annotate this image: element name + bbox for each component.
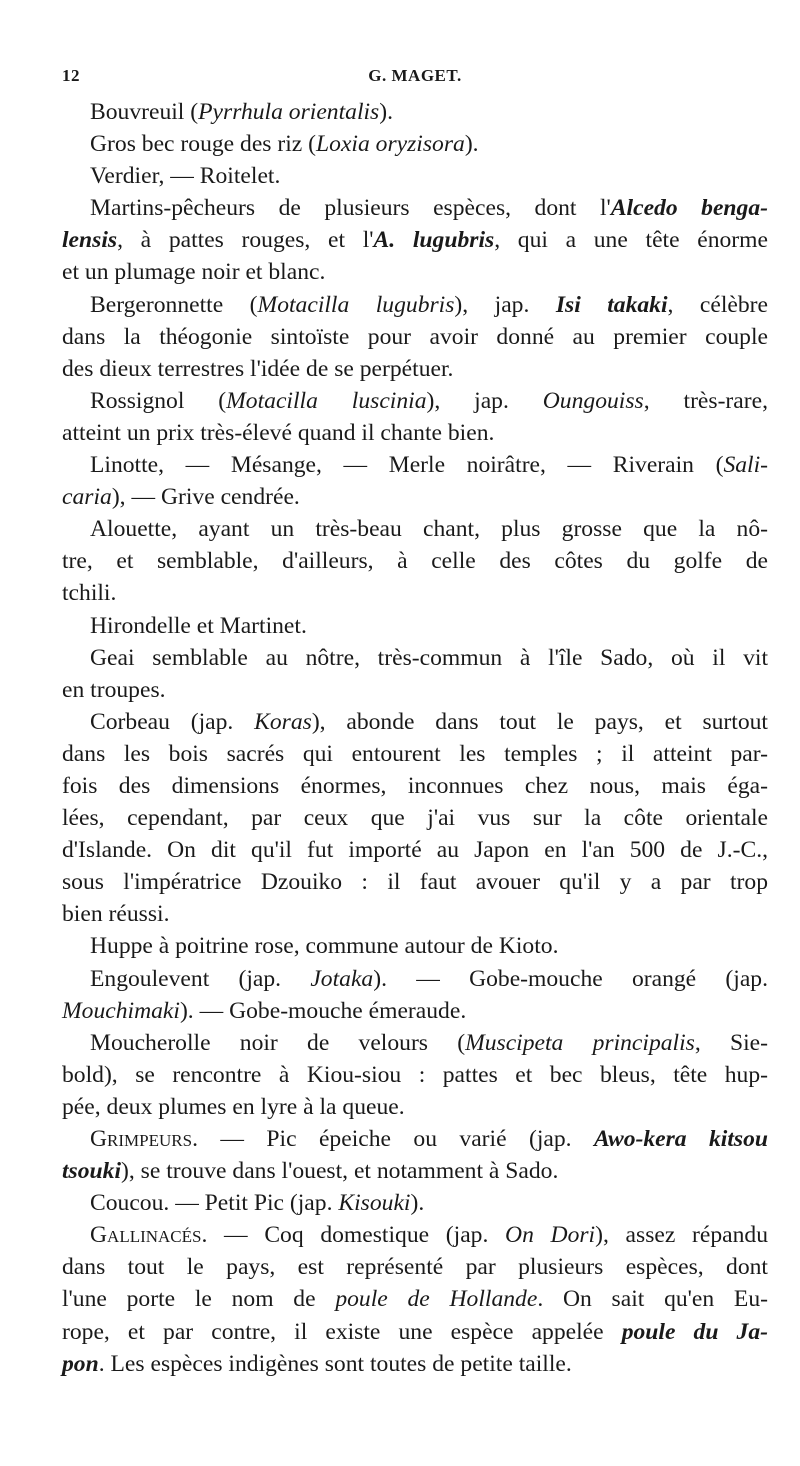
text-line bbox=[62, 1155, 768, 1187]
text-run: l'une porte le nom de bbox=[62, 1286, 336, 1313]
text-run: tchili. bbox=[62, 580, 117, 607]
italic-text: Motacilla lugubris bbox=[257, 291, 455, 318]
italic-text: On Dori bbox=[505, 1222, 596, 1249]
text-line bbox=[62, 738, 768, 770]
text-run: ). bbox=[464, 131, 479, 158]
text-run: , à pattes rouges, et l' bbox=[117, 227, 374, 254]
text-run: Coucou. — Petit Pic (jap. bbox=[90, 1190, 339, 1217]
text-line bbox=[62, 706, 768, 738]
italic-text: Koras bbox=[254, 708, 312, 735]
text-line bbox=[62, 866, 768, 898]
text-run: dans tout le pays, est représenté par plusieurs espèces, dont bbox=[62, 1254, 768, 1281]
text-run: ). bbox=[410, 1190, 425, 1217]
text-line bbox=[62, 1283, 768, 1315]
text-run: . — Pic épeiche ou varié (jap. bbox=[192, 1126, 594, 1152]
text-run: fois des dimensions énormes, inconnues chez nous, mais éga- bbox=[62, 772, 768, 799]
text-run: . — Coq domestique (jap. bbox=[201, 1222, 506, 1249]
text-run: ), — Grive cendrée. bbox=[111, 484, 300, 511]
text-line bbox=[62, 192, 768, 224]
text-line bbox=[62, 353, 768, 385]
text-run: dans les bois sacrés qui entourent les temples ; il atteint par- bbox=[62, 740, 768, 767]
text-run: Bouvreuil ( bbox=[90, 99, 199, 125]
page-number: 12 bbox=[62, 66, 80, 85]
text-line bbox=[62, 321, 768, 353]
text-run: Huppe à poitrine rose, commune autour de Kioto. bbox=[90, 933, 559, 960]
text-line bbox=[62, 834, 768, 866]
text-run: des dieux terrestres l'idée de se perpétuer. bbox=[62, 355, 454, 382]
text-run: pée, deux plumes en lyre à la queue. bbox=[62, 1093, 405, 1120]
text-run: d'Islande. On dit qu'il fut importé au Japon en l'an 500 de J.-C., bbox=[62, 837, 768, 864]
text-line bbox=[62, 1348, 768, 1380]
running-head bbox=[62, 66, 768, 96]
text-line bbox=[62, 1027, 768, 1059]
italic-text: Sali- bbox=[723, 452, 768, 479]
bold-italic-text: Awo-kera kitsou bbox=[593, 1126, 769, 1152]
text-run: , qui a une tête énorme bbox=[494, 227, 768, 254]
small-caps-text: Grimpeurs bbox=[90, 1126, 193, 1152]
text-run: ). — Gobe-mouche émeraude. bbox=[179, 997, 467, 1024]
text-run: Corbeau (jap. bbox=[90, 708, 255, 735]
text-line bbox=[62, 898, 768, 930]
text-line bbox=[62, 963, 768, 995]
text-run: , célèbre bbox=[667, 291, 768, 318]
text-run: Martins-pêcheurs de plusieurs espèces, dont l' bbox=[90, 195, 611, 222]
bold-italic-text: A. lugubris bbox=[373, 227, 495, 254]
italic-text: poule de Hollande bbox=[335, 1286, 538, 1313]
text-run: atteint un prix très-élevé quand il chante bien. bbox=[62, 419, 495, 446]
text-run: en troupes. bbox=[62, 676, 166, 703]
text-line bbox=[62, 1316, 768, 1348]
text-line bbox=[62, 1251, 768, 1283]
text-run: Hirondelle et Martinet. bbox=[90, 612, 307, 639]
text-line bbox=[62, 96, 768, 128]
text-run: Moucherolle noir de velours ( bbox=[90, 1029, 466, 1056]
italic-text: Kisouki bbox=[338, 1190, 411, 1217]
text-run: , Sie- bbox=[694, 1029, 768, 1056]
text-run: rope, et par contre, il existe une espèce appelée bbox=[62, 1318, 622, 1345]
text-line bbox=[62, 256, 768, 288]
text-line bbox=[62, 674, 768, 706]
bold-italic-text: Isi takaki bbox=[555, 291, 668, 318]
text-line bbox=[62, 160, 768, 192]
text-run: ), assez répandu bbox=[595, 1222, 768, 1249]
text-run: Alouette, ayant un très-beau chant, plus grosse que la nô- bbox=[90, 516, 768, 543]
running-head-author: G. MAGET. bbox=[368, 66, 462, 85]
text-line bbox=[62, 481, 768, 513]
bold-italic-text: lensis bbox=[62, 227, 118, 254]
text-run: dans la théogonie sintoïste pour avoir donné au premier couple bbox=[62, 323, 768, 350]
text-line bbox=[62, 642, 768, 674]
text-run: ), abonde dans tout le pays, et surtout bbox=[311, 708, 768, 735]
text-run: Engoulevent (jap. bbox=[90, 965, 311, 992]
text-line bbox=[62, 610, 768, 642]
text-line bbox=[62, 802, 768, 834]
text-line bbox=[62, 577, 768, 609]
document-page bbox=[62, 66, 768, 1406]
text-run: . On sait qu'en Eu- bbox=[537, 1286, 768, 1313]
text-run: ). bbox=[379, 99, 394, 125]
text-run: sous l'impératrice Dzouiko : il faut avouer qu'il y a par trop bbox=[62, 869, 768, 896]
text-run: bold), se rencontre à Kiou-siou : pattes et bec bleus, tête hup- bbox=[62, 1061, 768, 1088]
bold-italic-text: poule du Ja- bbox=[621, 1318, 768, 1345]
text-line bbox=[62, 224, 768, 256]
text-line bbox=[62, 1091, 768, 1123]
text-line bbox=[62, 545, 768, 577]
italic-text: Motacilla luscinia bbox=[226, 387, 427, 414]
text-run: Gros bec rouge des riz ( bbox=[90, 131, 317, 158]
text-run: bien réussi. bbox=[62, 901, 170, 928]
body-text bbox=[62, 96, 768, 1380]
small-caps-text: Gallinacés bbox=[90, 1222, 202, 1249]
text-line bbox=[62, 1123, 768, 1155]
text-run: Linotte, — Mésange, — Merle noirâtre, — Riverain ( bbox=[90, 452, 724, 479]
text-run: Bergeronnette ( bbox=[90, 291, 258, 318]
bold-italic-text: pon bbox=[62, 1350, 99, 1377]
text-run: ), se trouve dans l'ouest, et notamment à Sado. bbox=[121, 1158, 559, 1185]
text-run: et un plumage noir et blanc. bbox=[62, 259, 326, 286]
text-run: Geai semblable au nôtre, très-commun à l'île Sado, où il vit bbox=[90, 644, 768, 671]
italic-text: Loxia oryzisora bbox=[316, 131, 465, 158]
bold-italic-text: Alcedo benga- bbox=[610, 195, 768, 222]
text-line bbox=[62, 128, 768, 160]
text-run: . Les espèces indigènes sont toutes de petite taille. bbox=[98, 1350, 572, 1377]
text-line bbox=[62, 1059, 768, 1091]
italic-text: Oungouiss bbox=[542, 387, 644, 414]
text-line bbox=[62, 449, 768, 481]
text-line bbox=[62, 995, 768, 1027]
text-line bbox=[62, 930, 768, 962]
text-line bbox=[62, 1187, 768, 1219]
text-run: Verdier, — Roitelet. bbox=[90, 163, 281, 190]
text-run: lées, cependant, par ceux que j'ai vus sur la côte orientale bbox=[62, 805, 768, 832]
italic-text: caria bbox=[62, 484, 112, 511]
italic-text: Muscipeta principalis bbox=[465, 1029, 695, 1056]
text-line bbox=[62, 417, 768, 449]
text-line bbox=[62, 513, 768, 545]
text-run: ), jap. bbox=[454, 291, 556, 318]
bold-italic-text: tsouki bbox=[62, 1158, 122, 1185]
text-run: ), jap. bbox=[426, 387, 543, 414]
text-line bbox=[62, 1219, 768, 1251]
text-line bbox=[62, 770, 768, 802]
text-line bbox=[62, 289, 768, 321]
italic-text: Pyrrhula orientalis bbox=[198, 99, 380, 125]
text-run: ). — Gobe-mouche orangé (jap. bbox=[373, 965, 768, 992]
italic-text: Jotaka bbox=[310, 965, 374, 992]
text-line bbox=[62, 385, 768, 417]
text-run: tre, et semblable, d'ailleurs, à celle des côtes du golfe de bbox=[62, 548, 768, 575]
italic-text: Mouchimaki bbox=[62, 997, 180, 1024]
text-run: , très-rare, bbox=[643, 387, 768, 414]
text-run: Rossignol ( bbox=[90, 387, 227, 414]
